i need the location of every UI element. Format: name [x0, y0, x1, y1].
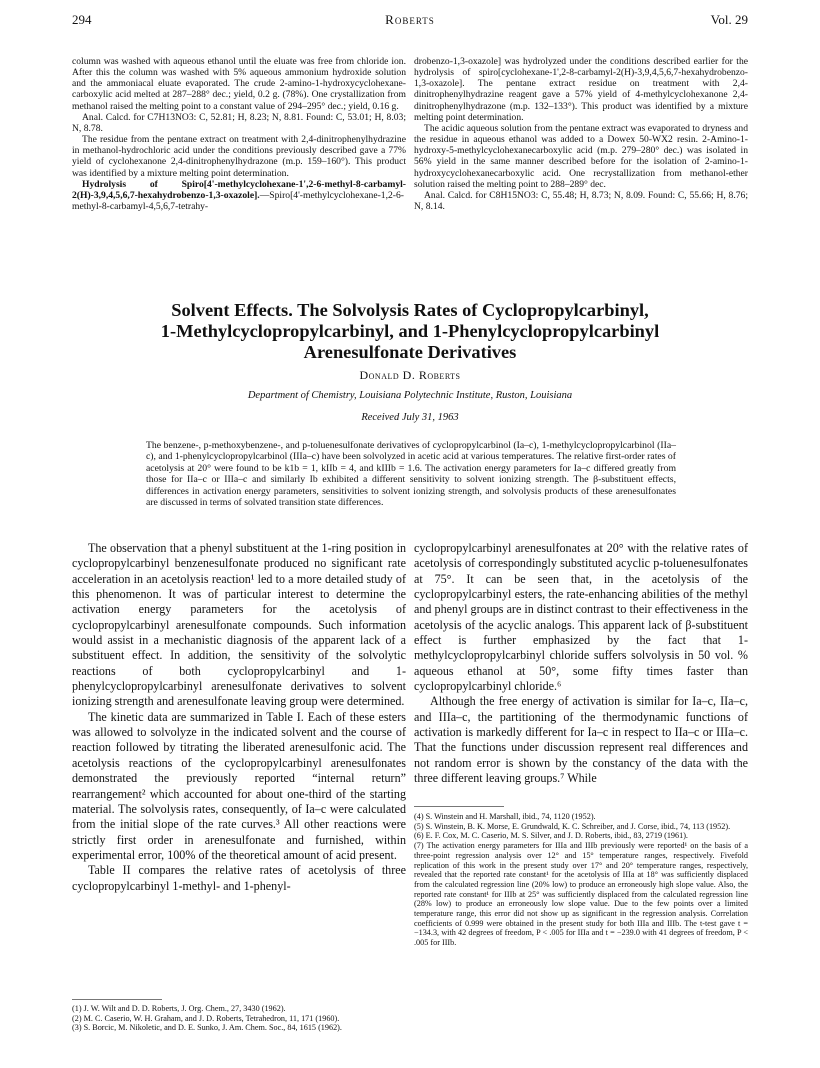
- analysis-paragraph: Anal. Calcd. for C8H15NO3: C, 55.48; H, 8.73; N, 8.09. Found: C, 55.66; H, 8.76; N, 8.14.: [414, 189, 748, 213]
- title-line: Solvent Effects. The Solvolysis Rates of Cyclopropylcarbinyl,: [171, 300, 649, 320]
- paragraph: The residue from the pentane extract on treatment with 2,4-dinitrophenylhydrazine in methanol-hydrochloric acid under the conditions previously described gave a 77% yield of cyclohexanone 2,4-dinitrophenylhydrazone (m.p. 159–160°). This product was identified by a mixture melting point determination.: [72, 134, 406, 179]
- paragraph: Table II compares the relative rates of acetolysis of three cyclopropylcarbinyl 1-methyl- and 1-phenyl-: [72, 863, 406, 893]
- footnote: (1) J. W. Wilt and D. D. Roberts, J. Org. Chem., 27, 3430 (1962).: [72, 1004, 286, 1013]
- body-left-column: [72, 541, 406, 894]
- paragraph: The kinetic data are summarized in Table I. Each of these esters was allowed to solvolyze in the indicated solvent and the course of reaction followed by titrating the liberated arenesulfonic acid. The acetolysis reactions of the cyclopropylcarbinyl arenesulfonates demonstrated the previously reported “internal return” rearrangement² which accounted for about one-third of the starting material. The solvolysis rates, consequently, of Ia–c were calculated from the initial slope of the rate curves.³ All other reactions were strictly first order in arenesulfonate and furnished, within experimental error, 100% of the theoretical amount of acid present.: [72, 709, 406, 862]
- title-line: 1-Methylcyclopropylcarbinyl, and 1-Phenylcyclopropylcarbinyl: [160, 321, 660, 341]
- footnote: (2) M. C. Caserio, W. H. Graham, and J. D. Roberts, Tetrahedron, 11, 171 (1960).: [72, 1013, 340, 1023]
- footnote: (7) The activation energy parameters for IIIa and IIIb previously were reported¹ on the basis of a three-point regression analysis over 12° and 15° temperature ranges, respectively. Fivefold replication of this work in the present study over 17° and 20° temperature ranges, respectively, revealed that the reported rate constant¹ for the acetolysis of IIIa at 18° was sufficiently displaced from the calculated regression line (20% low) to produce an erroneously high slope value. Also, the reported rate constant¹ for IIIb at 25° was sufficiently displaced from the calculated regression line (28% low) to produce an erroneously low slope value. Due to the few points over a limited temperature range, this error did not show up as significant in the regression analysis. Correlation coefficients of 0.999 were obtained in the present study for both IIIa and IIIb. The t-test gave t = −134.3, with 42 degrees of freedom, P < .005 for IIIa and t = −239.0 with 41 degrees of freedom, P < .005 for IIIb.: [414, 841, 748, 948]
- footnote-divider: [414, 806, 504, 807]
- previous-article-right-column: [414, 56, 748, 212]
- footnotes-right: [414, 812, 748, 948]
- paragraph: cyclopropylcarbinyl arenesulfonates at 20° with the relative rates of acetolysis of correspondingly substituted acyclic p-toluenesulfonates at 75°. It can be seen that, in the acetolysis of the cyclopropylcarbinyl esters, the rate-enhancing abilities of the methyl and phenyl groups are in distinct contrast to their effectiveness in the acetolysis of the acyclic analogs. This apparent lack of β-substituent effect is further emphasized by the fact that 1-methylcyclopropylcarbinyl chloride suffers solvolysis in 50 vol. % aqueous ethanol at 50°, some fifty times faster than cyclopropylcarbinyl chloride.⁶: [414, 541, 748, 694]
- author-name: Donald D. Roberts: [359, 368, 461, 382]
- article-title: [72, 300, 748, 363]
- running-head: Roberts: [385, 12, 435, 27]
- author-affiliation: Department of Chemistry, Louisiana Polytechnic Institute, Ruston, Louisiana: [247, 390, 573, 401]
- paragraph: column was washed with aqueous ethanol until the eluate was free from chloride ion. After this the column was washed with 5% aqueous ammonium hydroxide solution and the ammoniacal eluate evaporated. The crude 2-amino-1-hydroxycyclohexane-carboxylic acid melted at 287–288° dec.; yield, 0.2 g. (78%). One crystallization from methanol raised the melting point to a constant value of 294–295° dec.; yield, 0.16 g.: [72, 56, 406, 112]
- section-text: —Spiro[4'-methylcyclohexane-1,2-6-methyl-8-carbamyl-4,5,6,7-tetrahy-: [72, 189, 404, 213]
- section-heading: Hydrolysis of Spiro[4'-methylcyclohexane-1',2-6-methyl-8-carbamyl-2(H)-3,9,4,5,6,7-hexahydrobenzo-1,3-oxazole].: [72, 178, 406, 201]
- footnote: (3) S. Borcic, M. Nikoletic, and D. E. Sunko, J. Am. Chem. Soc., 84, 1615 (1962).: [72, 1023, 342, 1033]
- page-header: [72, 12, 748, 32]
- body-right-column: [414, 541, 748, 787]
- paragraph: Although the free energy of activation is similar for Ia–c, IIa–c, and IIIa–c, the partitioning of the thermodynamic functions of activation is markedly different for Ia–c in respect to IIa–c or IIIa–c. That the functions under discussion represent real differences and not random error is shown by the constancy of the data with the three different leaving groups.⁷ While: [414, 694, 748, 786]
- received-date: Received July 31, 1963: [361, 412, 459, 423]
- paragraph: drobenzo-1,3-oxazole] was hydrolyzed under the conditions described earlier for the hydrolysis of spiro[cyclohexane-1',2-8-carbamyl-2(H)-3,9,4,5,6,7-hexahydrobenzo-1,3-oxazole]. The pentane extract residue on treatment with 2,4-dinitrophenylhydrazine reagent gave a 57% yield of 4-methylcyclohexanone 2,4-dinitrophenylhydrazone (m.p. 132–133°). This product was identified by a mixture melting point determination.: [414, 56, 748, 123]
- paragraph: The acidic aqueous solution from the pentane extract was evaporated to dryness and the residue in aqueous ethanol was added to a Dowex 50-WX2 resin. 2-Amino-1-hydroxy-5-methylcyclohexanecarboxylic acid (m.p. 279–280° dec.) was isolated in 56% yield in the same manner described before for the isolation of 2-amino-1-hydroxycyclohexanecarboxylic acid. One recrystallization from methanol-ether solution raised the melting point to 288–289° dec.: [414, 122, 748, 190]
- footnote: (6) E. F. Cox, M. C. Caserio, M. S. Silver, and J. D. Roberts, ibid., 83, 2719 (1961).: [414, 831, 688, 841]
- analysis-paragraph: Anal. Calcd. for C7H13NO3: C, 52.81; H, 8.23; N, 8.81. Found: C, 53.01; H, 8.03; N, 8.78.: [72, 111, 406, 134]
- title-line: Arenesulfonate Derivatives: [303, 342, 517, 362]
- paragraph: The observation that a phenyl substituent at the 1-ring position in cyclopropylcarbinyl benzenesulfonate produced no significant rate acceleration in an acetolysis reaction¹ led to a more detailed study of this phenomenon. It was of particular interest to determine the activation energy parameters for the acetolysis of cyclopropylcarbinyl arenesulfonate compounds. Such information would assist in a mechanistic diagnosis of the apparent lack of a substituent effect. In addition, the sensitivity of the solvolytic reactions of both cyclopropylcarbinyl and 1-phenylcyclopropylcarbinyl arenesulfonate derivatives to solvent ionizing strength and arenesulfonate leaving group were determined.: [72, 541, 406, 709]
- footnote: (4) S. Winstein and H. Marshall, ibid., 74, 1120 (1952).: [414, 812, 596, 821]
- paragraph: [72, 179, 406, 212]
- footnote-divider: [72, 999, 162, 1000]
- footnotes-left: [72, 1004, 406, 1033]
- footnote: (5) S. Winstein, B. K. Morse, E. Grundwald, K. C. Schreiber, and J. Corse, ibid., 74, 113 (1952).: [414, 821, 731, 831]
- page-number: 294: [72, 12, 92, 27]
- previous-article-left-column: [72, 56, 406, 212]
- volume-label: Vol. 29: [710, 12, 748, 27]
- abstract: The benzene-, p-methoxybenzene-, and p-toluenesulfonate derivatives of cyclopropylcarbinol (Ia–c), 1-methylcyclopropylcarbinol (IIa–c), and 1-phenylcyclopropylcarbinol (IIIa–c) have been solvolyzed in acetic acid at various temperatures. The relative first-order rates of acetolysis at 20° were found to be k1b = 1, kIIb = 4, and kIIIb = 1.6. The activation energy parameters for Ia–c differed greatly from those for IIa–c or IIIa–c and similarly Ib exhibited a different sensitivity to solvent ionizing strength. The β-substituent effects, differences in activation energy parameters, sensitivities to solvent ionizing strength, and solvolysis products of these arenesulfonates are discussed in terms of solvated transition state differences.: [146, 440, 676, 509]
